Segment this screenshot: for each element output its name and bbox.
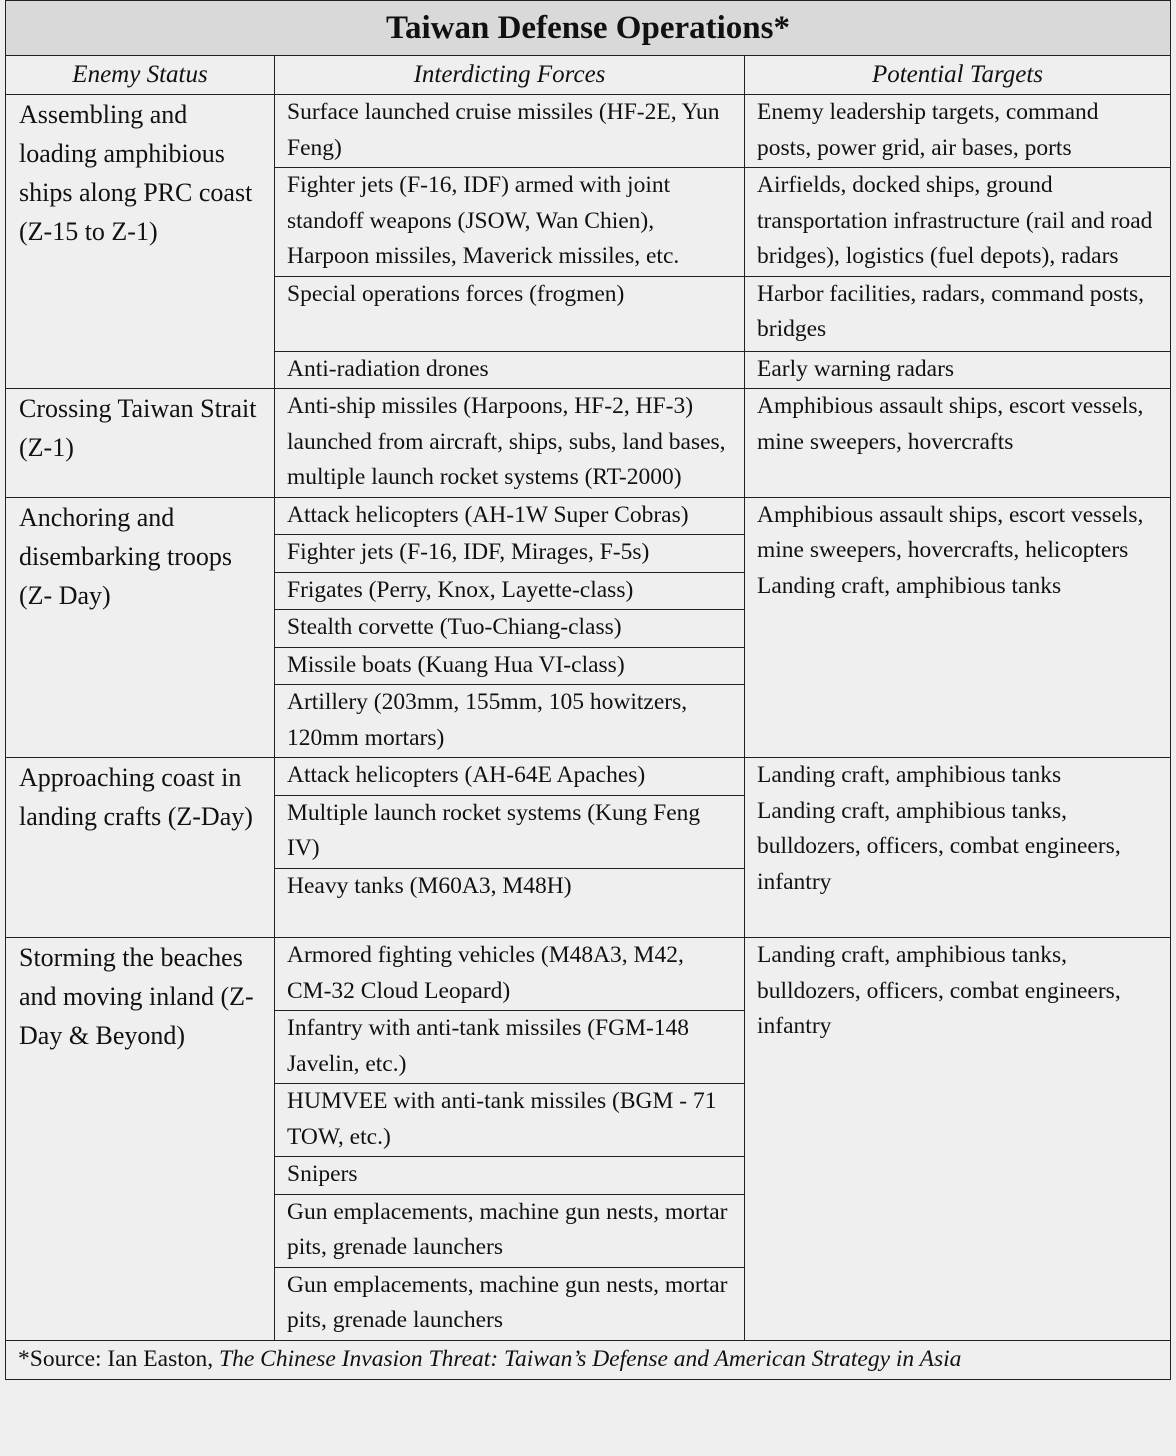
forces-cell — [275, 389, 745, 498]
source-note — [6, 1340, 1171, 1379]
interdicting-force: Surface launched cruise missiles (HF-2E, Yun Feng) — [275, 95, 745, 168]
defense-operations-table — [5, 0, 1171, 1380]
potential-target: Amphibious assault ships, escort vessels, mine sweepers, hovercrafts, helicopters — [757, 501, 1144, 563]
interdicting-force: Fighter jets (F-16, IDF) armed with joint standoff weapons (JSOW, Wan Chien), Harpoon missiles, Maverick missiles, etc. — [275, 168, 745, 277]
table-row — [6, 758, 1171, 938]
interdicting-force: Artillery (203mm, 155mm, 105 howitzers, 120mm mortars) — [287, 689, 688, 751]
interdicting-force: Snipers — [275, 1157, 744, 1195]
header-enemy-status: Enemy Status — [6, 56, 275, 95]
source-work-title: The Chinese Invasion Threat: Taiwan’s Defense and American Strategy in Asia — [219, 1346, 962, 1372]
targets-cell — [745, 758, 1171, 938]
interdicting-force: Anti-ship missiles (Harpoons, HF-2, HF-3) launched from aircraft, ships, subs, land bases, multiple launch rocket systems (RT-2000) — [287, 393, 726, 490]
enemy-status-cell: Storming the beaches and moving inland (Z-Day & Beyond) — [6, 938, 275, 1341]
source-prefix: *Source: Ian Easton, — [18, 1346, 220, 1372]
table-row — [6, 497, 1171, 758]
header-interdicting-forces: Interdicting Forces — [275, 56, 745, 95]
interdicting-force: Attack helicopters (AH-64E Apaches) — [275, 758, 744, 796]
forces-cell — [275, 758, 745, 938]
potential-target: Early warning radars — [745, 351, 1171, 389]
interdicting-force: HUMVEE with anti-tank missiles (BGM - 71 TOW, etc.) — [275, 1084, 744, 1157]
potential-target: Landing craft, amphibious tanks, bulldozers, officers, combat engineers, infantry — [757, 942, 1121, 1039]
targets-cell — [745, 389, 1171, 498]
interdicting-force: Heavy tanks (M60A3, M48H) — [287, 872, 572, 899]
table-row — [6, 389, 1171, 498]
interdicting-force: Anti-radiation drones — [275, 351, 745, 389]
potential-target: Landing craft, amphibious tanks — [757, 572, 1062, 599]
interdicting-force: Missile boats (Kuang Hua VI-class) — [275, 648, 744, 686]
potential-target: Landing craft, amphibious tanks — [757, 762, 1062, 788]
enemy-status-cell: Approaching coast in landing crafts (Z-Day) — [6, 758, 275, 938]
interdicting-force: Frigates (Perry, Knox, Layette-class) — [275, 573, 744, 611]
potential-target: Airfields, docked ships, ground transportation infrastructure (rail and road bridges), logistics (fuel depots), radars — [745, 168, 1171, 277]
interdicting-force: Infantry with anti-tank missiles (FGM-148 Javelin, etc.) — [275, 1011, 744, 1084]
interdicting-force: Fighter jets (F-16, IDF, Mirages, F-5s) — [275, 535, 744, 573]
interdicting-force: Special operations forces (frogmen) — [275, 276, 745, 351]
header-potential-targets: Potential Targets — [745, 56, 1171, 95]
forces-cell — [275, 497, 745, 758]
table-title: Taiwan Defense Operations* — [6, 1, 1171, 56]
interdicting-force: Stealth corvette (Tuo-Chiang-class) — [275, 610, 744, 648]
forces-cell — [275, 938, 745, 1341]
table-row — [6, 938, 1171, 1341]
interdicting-force: Gun emplacements, machine gun nests, mortar pits, grenade launchers — [275, 1195, 744, 1268]
table-row — [6, 95, 1171, 168]
interdicting-force: Multiple launch rocket systems (Kung Feng IV) — [275, 796, 744, 869]
enemy-status-cell: Crossing Taiwan Strait (Z-1) — [6, 389, 275, 498]
potential-target: Harbor facilities, radars, command posts, bridges — [745, 276, 1171, 351]
targets-cell — [745, 938, 1171, 1341]
potential-target: Enemy leadership targets, command posts, power grid, air bases, ports — [745, 95, 1171, 168]
targets-cell — [745, 497, 1171, 758]
enemy-status-cell: Assembling and loading amphibious ships along PRC coast (Z-15 to Z-1) — [6, 95, 275, 389]
potential-target: Landing craft, amphibious tanks, bulldozers, officers, combat engineers, infantry — [757, 797, 1121, 895]
interdicting-force: Gun emplacements, machine gun nests, mortar pits, grenade launchers — [287, 1271, 728, 1333]
enemy-status-cell: Anchoring and disembarking troops (Z- Day) — [6, 497, 275, 758]
interdicting-force: Armored fighting vehicles (M48A3, M42, CM-32 Cloud Leopard) — [275, 938, 744, 1011]
potential-target: Amphibious assault ships, escort vessels, mine sweepers, hovercrafts — [757, 393, 1144, 455]
interdicting-force: Attack helicopters (AH-1W Super Cobras) — [275, 498, 744, 536]
